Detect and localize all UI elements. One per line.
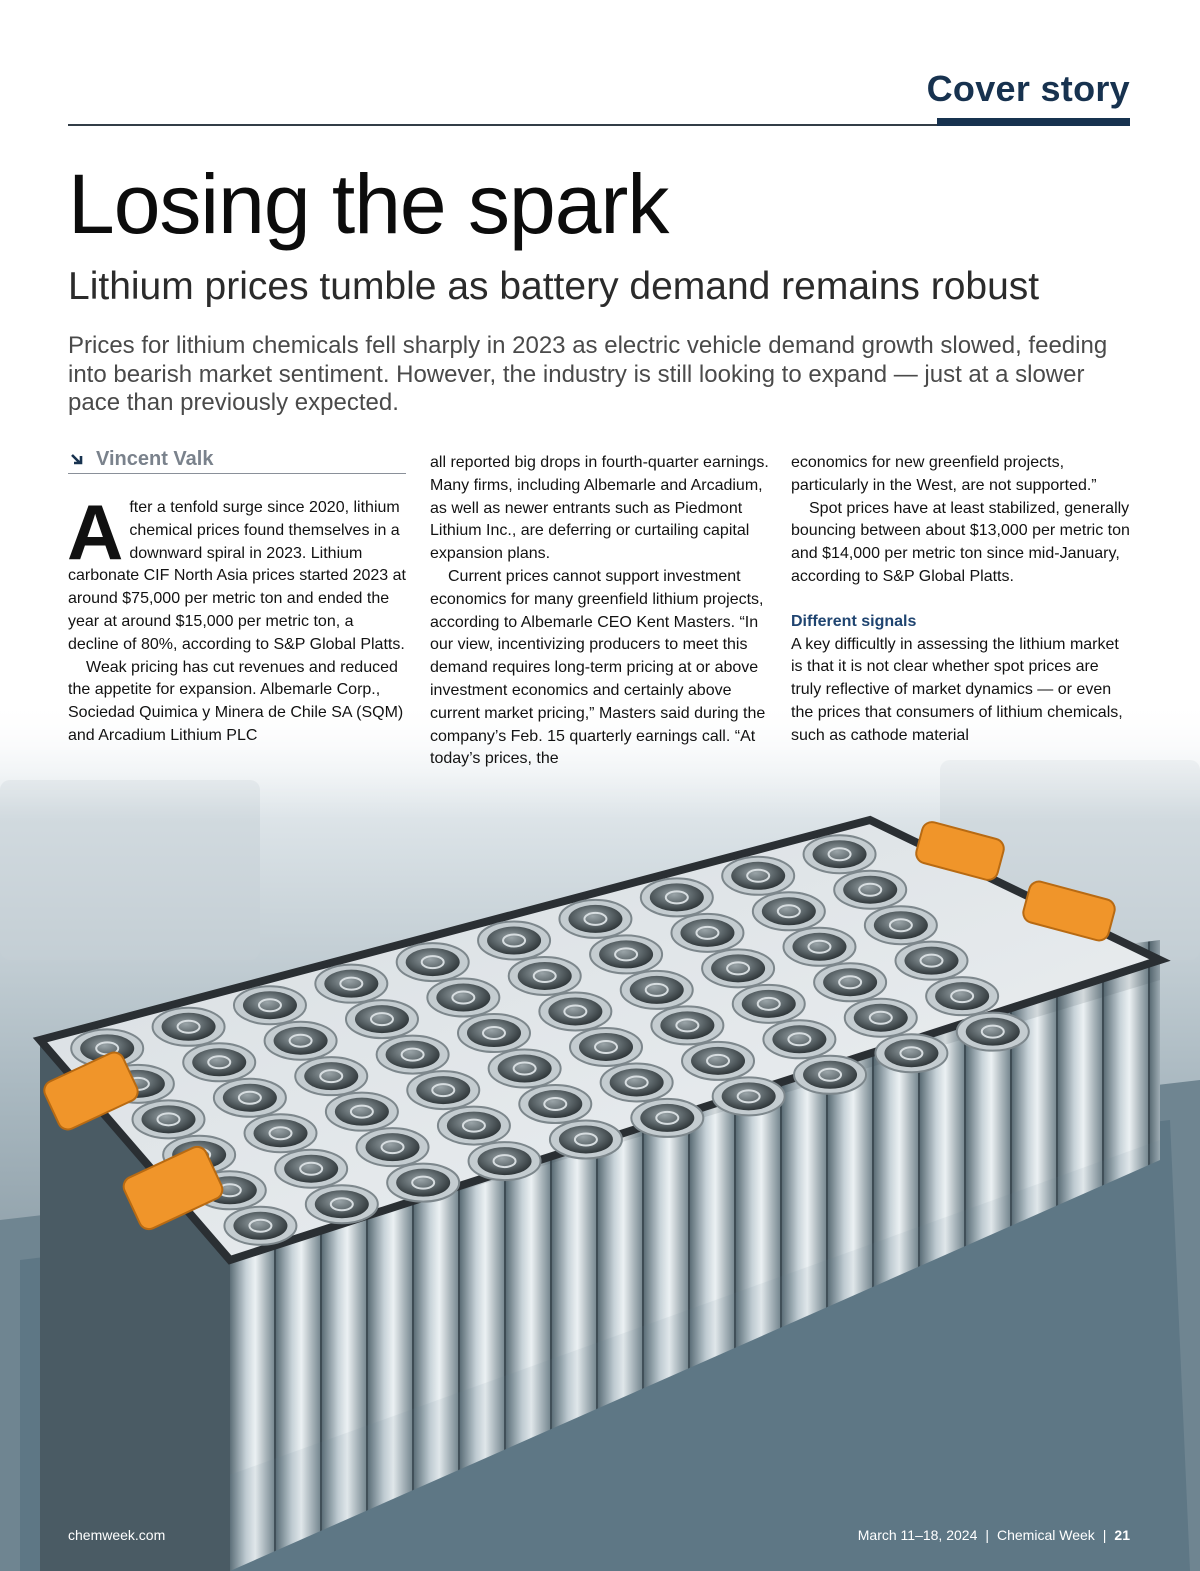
battery-cell-terminal [162, 1013, 216, 1041]
body-paragraph: Spot prices have at least stabilized, generally bouncing between about $13,000 per metric ton and $14,000 per metric ton since mid-January, according to S&P Global Platts. [791, 499, 1130, 585]
battery-cell-terminal [610, 1068, 664, 1096]
battery-cell-terminal [447, 1112, 501, 1140]
battery-cell-terminal [233, 1212, 287, 1240]
battery-cell-terminal [680, 919, 734, 947]
drop-cap: A [67, 488, 124, 576]
battery-cell-terminal [660, 1011, 714, 1039]
battery-cell-terminal [762, 897, 816, 925]
battery-cell-terminal [884, 1039, 938, 1067]
battery-cell-terminal [579, 1033, 633, 1061]
battery-cell-terminal [935, 982, 989, 1010]
battery-cell-terminal [386, 1041, 440, 1069]
battery-cell-terminal [335, 1098, 389, 1126]
footer-info [858, 1527, 1130, 1543]
battery-cell-terminal [548, 997, 602, 1025]
battery-cell-terminal [274, 1027, 328, 1055]
battery-cell-terminal [487, 927, 541, 955]
battery-cell-terminal [792, 933, 846, 961]
battery-cell-terminal [192, 1048, 246, 1076]
battery-cell-terminal [142, 1105, 196, 1133]
battery-cell-terminal [843, 876, 897, 904]
battery-cell-terminal [559, 1125, 613, 1153]
battery-cell-terminal [650, 883, 704, 911]
body-column-2 [430, 452, 770, 771]
footer-date: March 11–18, 2024 [857, 1527, 978, 1543]
battery-cell-terminal [813, 840, 867, 868]
battery-cell-terminal [284, 1155, 338, 1183]
battery-cell-terminal [772, 1025, 826, 1053]
battery-cell-terminal [436, 984, 490, 1012]
body-paragraph: A key difficultly in assessing the lithium market is that it is not clear whether spot prices are truly reflective of market dynamics — or even the prices that consumers of lithium chemicals, such as cathode material [791, 635, 1123, 744]
article-subtitle: Lithium prices tumble as battery demand remains robust [68, 265, 1040, 308]
footer-separator: | [1102, 1527, 1107, 1543]
battery-cell-terminal [406, 948, 460, 976]
body-column-3 [791, 452, 1131, 748]
footer-website: chemweek.com [68, 1527, 166, 1543]
battery-cell-terminal [599, 940, 653, 968]
battery-pack-photo [0, 700, 1200, 1571]
page-number: 21 [1114, 1527, 1130, 1543]
body-paragraph: Current prices cannot support investment economics for many greenfield lithium projects, according to Albemarle CEO Kent Masters. “In our view, incentivizing producers to meet this demand requires long-term pricing at or above investment economics and certainly above current market pricing,” Masters said during the company’s Feb. 15 quarterly earnings call. “At today’s prices, the [430, 567, 766, 768]
battery-cell-terminal [904, 947, 958, 975]
body-text: fter a tenfold surge since 2020, lithium chemical prices found themselves in a downward spiral in 2023. Lithium carbonate CIF North Asia prices started 2023 at around $75,000 per metric ton and ended the year at around $15,000 per metric ton, a decline of 80%, according to S&P Global Platts. [68, 499, 406, 653]
battery-cell-terminal [478, 1147, 532, 1175]
section-subhead: Different signals [791, 612, 917, 630]
footer-publication: Chemical Week [997, 1527, 1095, 1543]
battery-cell-terminal [640, 1104, 694, 1132]
body-paragraph: all reported big drops in fourth-quarter earnings. Many firms, including Albemarle and Arcadium, as well as newer entrants such as Piedmont Lithium Inc., are deferring or curtailing capital expansion plans. [430, 454, 769, 563]
article-title: Losing the spark [68, 157, 669, 251]
battery-cell-terminal [711, 954, 765, 982]
section-label: Cover story [926, 68, 1130, 109]
battery-cell-terminal [722, 1082, 776, 1110]
body-column-1 [67, 488, 408, 748]
battery-cell-terminal [416, 1076, 470, 1104]
battery-cell-terminal [467, 1019, 521, 1047]
body-paragraph: Weak pricing has cut revenues and reduced the appetite for expansion. Albemarle Corp., Sociedad Quimica y Minera de Chile SA (SQM) and Arcadium Lithium PLC [68, 658, 404, 744]
battery-cell-terminal [742, 990, 796, 1018]
battery-cell-terminal [498, 1055, 552, 1083]
battery-cell-terminal [854, 1004, 908, 1032]
battery-cell-terminal [691, 1047, 745, 1075]
battery-cell-terminal [243, 991, 297, 1019]
battery-cell-terminal [304, 1062, 358, 1090]
battery-cell-terminal [874, 911, 928, 939]
battery-cell-terminal [731, 862, 785, 890]
body-paragraph [67, 488, 408, 657]
battery-cell-terminal [518, 962, 572, 990]
battery-cell-terminal [366, 1133, 420, 1161]
battery-cell-terminal [324, 970, 378, 998]
arrow-down-right-icon [70, 452, 84, 466]
battery-cell-terminal [966, 1018, 1020, 1046]
byline [68, 448, 406, 474]
battery-cell-terminal [254, 1119, 308, 1147]
battery-cell-terminal [396, 1169, 450, 1197]
battery-cell-terminal [568, 905, 622, 933]
battery-cell-terminal [355, 1005, 409, 1033]
article-deck: Prices for lithium chemicals fell sharply in 2023 as electric vehicle demand growth slowed, feeding into bearish market sentiment. However, the industry is still looking to expand — just at a slower pace than previously expected. [68, 332, 1108, 416]
body-paragraph: economics for new greenfield projects, particularly in the West, are not supported.” [791, 454, 1097, 494]
battery-cell-terminal [223, 1084, 277, 1112]
battery-cell-terminal [315, 1190, 369, 1218]
battery-cell-terminal [803, 1061, 857, 1089]
battery-cell-terminal [528, 1090, 582, 1118]
battery-cell-terminal [823, 968, 877, 996]
header-accent-bar [937, 118, 1130, 126]
byline-author: Vincent Valk [96, 448, 214, 470]
battery-cell-terminal [630, 976, 684, 1004]
footer-separator: | [985, 1527, 989, 1543]
